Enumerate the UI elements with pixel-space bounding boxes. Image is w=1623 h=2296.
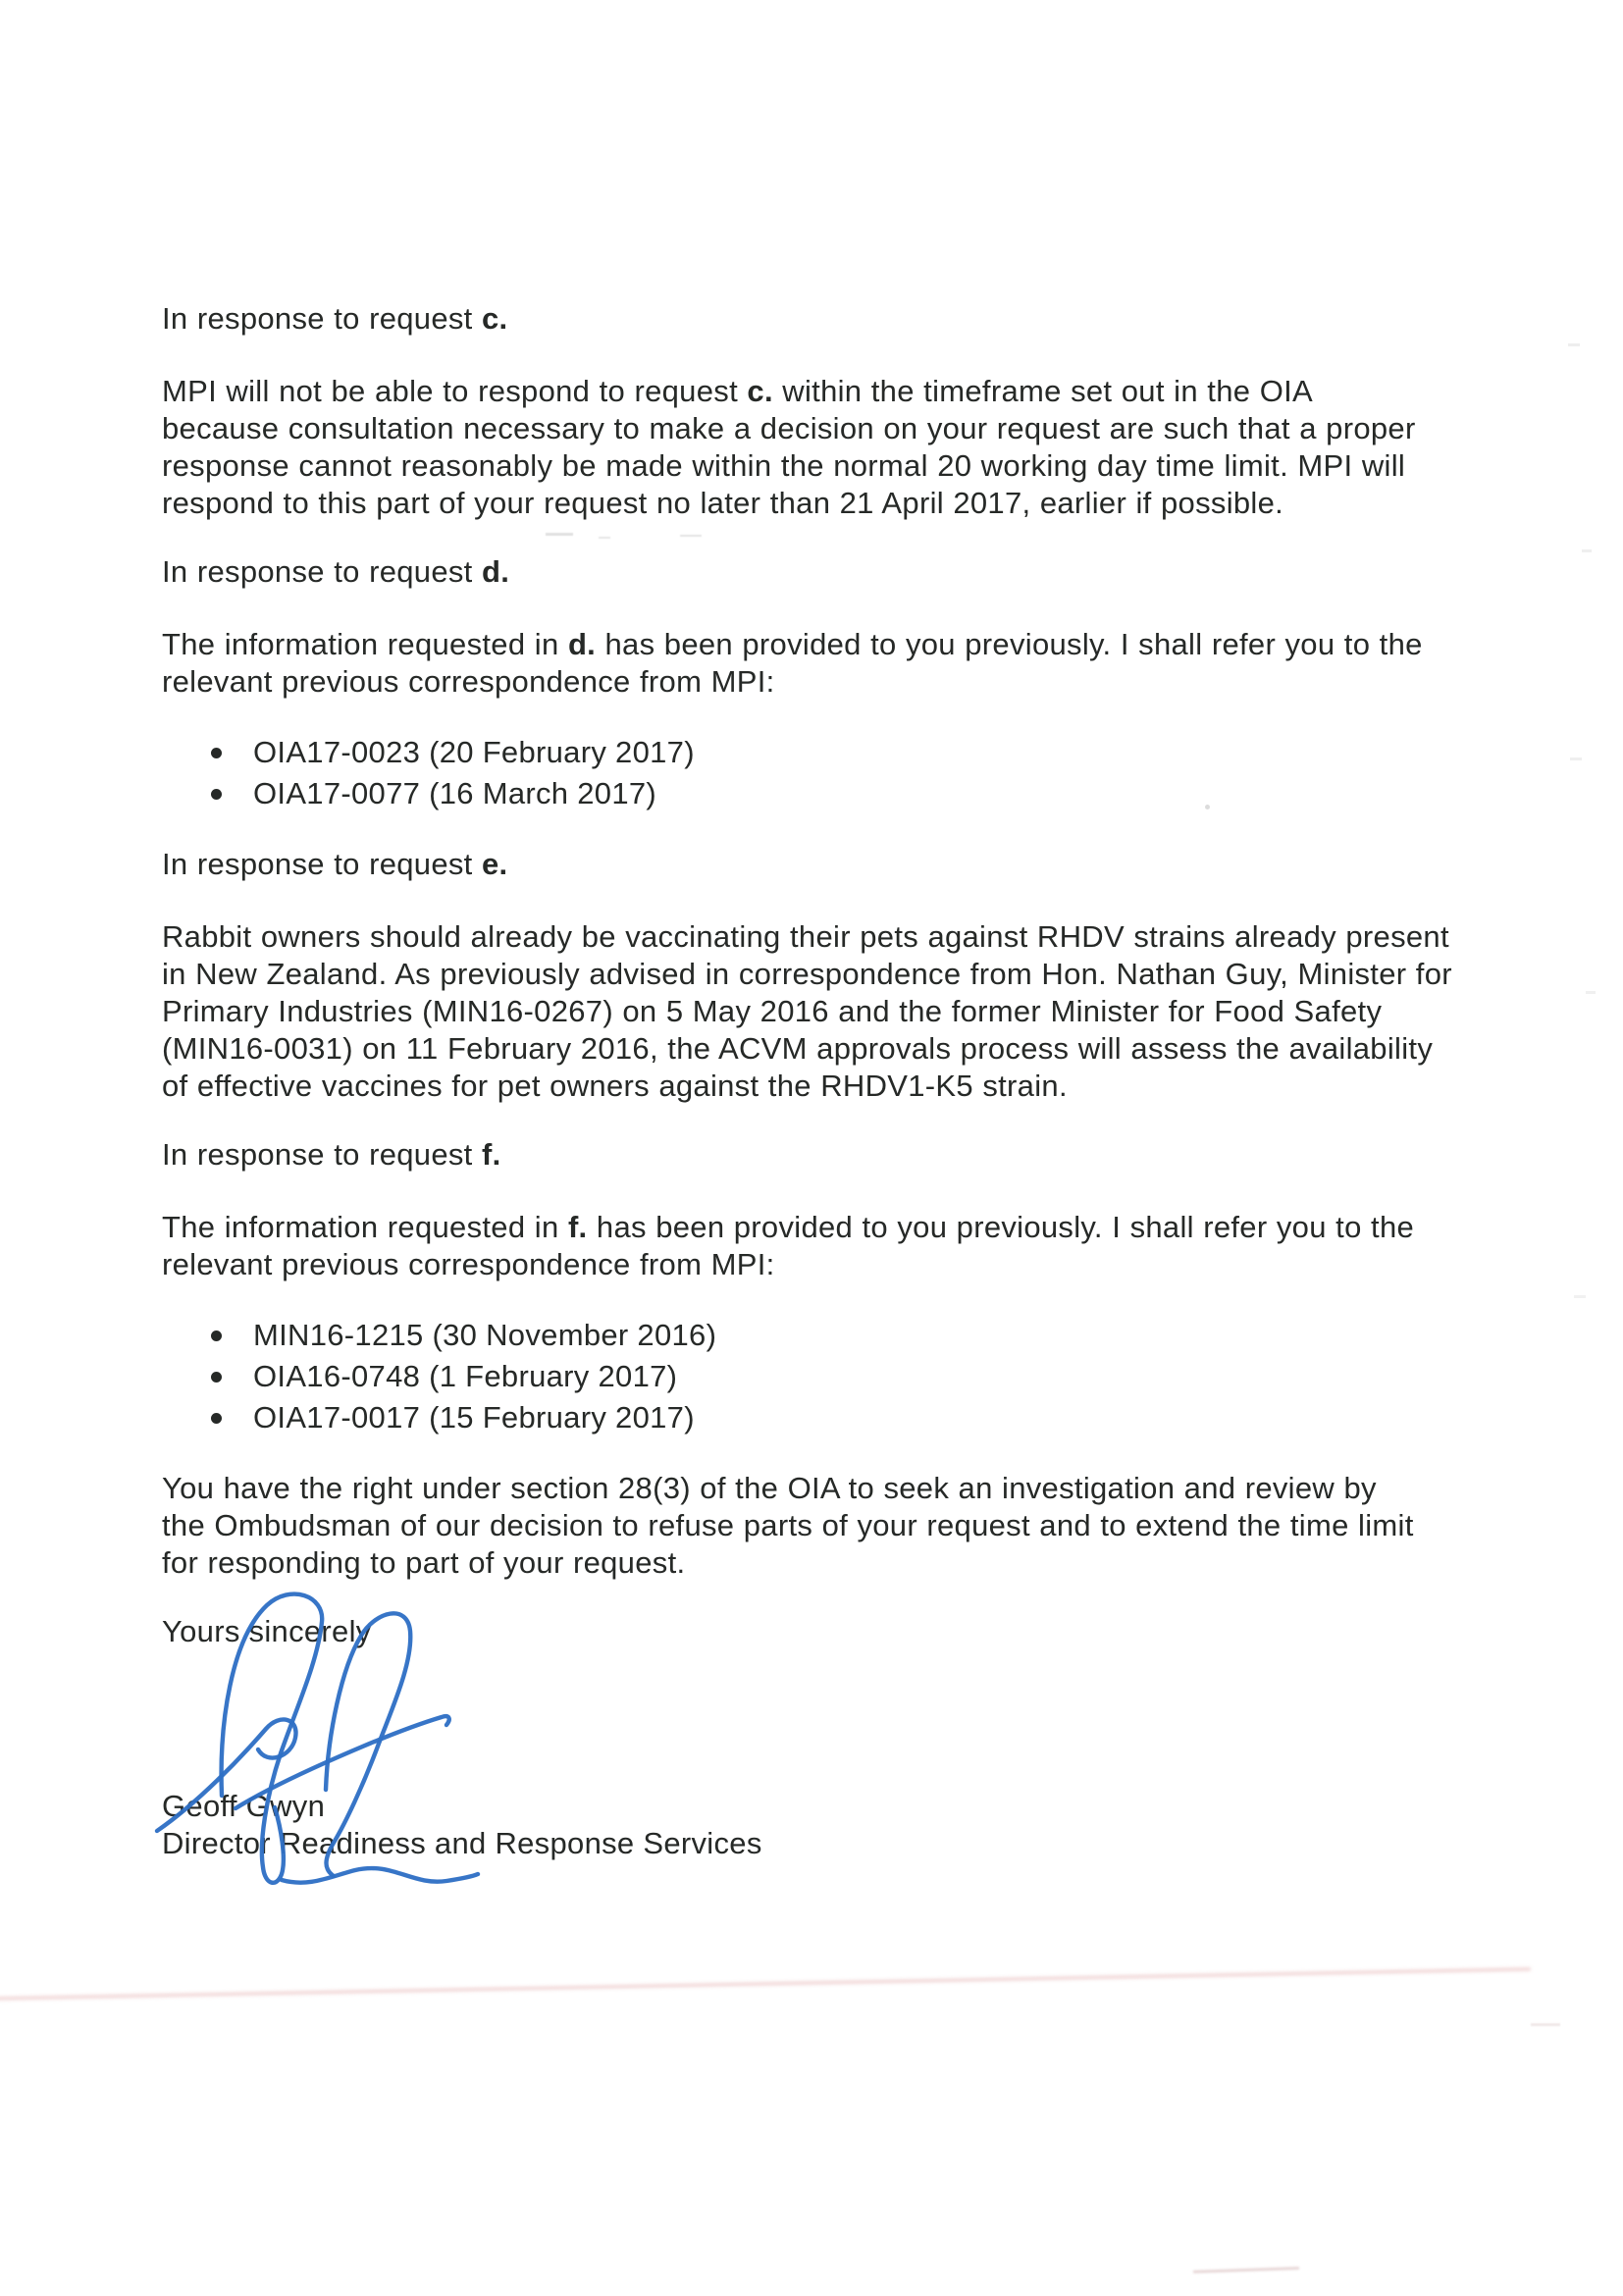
text: In response to request (162, 847, 482, 881)
paragraph (162, 1470, 1423, 1582)
text: The information requested in (162, 627, 568, 661)
scan-artifact-speck (1574, 1295, 1586, 1298)
scan-artifact-speck (1582, 549, 1592, 552)
text: Rabbit owners should already be vaccinating their pets against RHDV strains already present in New Zealand. As previously advised in correspondence from Hon. Nathan Guy, Minister for Primary Industries (MIN16-0267) on 5 May 2016 and the former Minister for Food Safety (MIN16-0031) on 11 February 2016, the ACVM approvals process will assess the availability of effective vaccines for pet owners against the RHDV1-K5 strain. (162, 919, 1452, 1103)
paragraph (162, 373, 1423, 522)
bold-text: c. (747, 374, 773, 408)
letter-content (162, 300, 1467, 1862)
scan-artifact-streak (0, 1967, 1531, 2001)
reference-item: OIA17-0023 (20 February 2017) (162, 732, 1467, 773)
scan-artifact-speck (1586, 991, 1596, 994)
reference-item: OIA17-0017 (15 February 2017) (162, 1397, 1467, 1438)
scan-artifact-speck (1570, 757, 1582, 760)
bold-text: f. (567, 1210, 588, 1244)
text: In response to request (162, 301, 482, 336)
valediction: Yours sincerely (162, 1614, 372, 1648)
section-heading (162, 846, 1423, 883)
reference-item: OIA17-0077 (16 March 2017) (162, 773, 1467, 814)
section-heading (162, 1136, 1423, 1174)
bold-text: f. (481, 1137, 501, 1172)
scan-artifact-speck (1568, 343, 1580, 346)
text: The information requested in (162, 1210, 568, 1244)
scan-artifact-streak (1193, 2267, 1299, 2273)
text: MPI will not be able to respond to request (162, 374, 748, 408)
reference-item: MIN16-1215 (30 November 2016) (162, 1315, 1467, 1356)
bold-text: d. (481, 554, 510, 589)
signatory-name: Geoff Gwyn (162, 1789, 326, 1823)
bold-text: c. (481, 301, 508, 336)
text: has been provided to you previously. I shall refer you to the relevant previous correspondence from MPI: (162, 627, 1423, 699)
paragraph (162, 918, 1459, 1105)
text: In response to request (162, 1137, 482, 1172)
letter-body (162, 300, 1467, 1582)
section-heading (162, 300, 1423, 338)
reference-item: OIA16-0748 (1 February 2017) (162, 1356, 1467, 1397)
reference-list (162, 732, 1467, 814)
scan-artifact-speck (1531, 2023, 1560, 2026)
section-heading (162, 553, 1423, 591)
text: within the timeframe set out in the OIA because consultation necessary to make a decision on your request are such that a proper response cannot reasonably be made within the normal 20 working day time limit. MPI will respond to this part of your request no later than 21 April 2017, earlier if possible. (162, 374, 1416, 520)
paragraph (162, 626, 1423, 701)
bold-text: e. (481, 847, 508, 881)
reference-list (162, 1315, 1467, 1438)
text: You have the right under section 28(3) of the OIA to seek an investigation and review by the Ombudsman of our decision to refuse parts of your request and to extend the time limit for responding to part of your request. (162, 1471, 1414, 1580)
paragraph (162, 1209, 1423, 1283)
text: has been provided to you previously. I shall refer you to the relevant previous correspondence from MPI: (162, 1210, 1415, 1281)
text: In response to request (162, 554, 482, 589)
bold-text: d. (567, 627, 597, 661)
signatory-title: Director Readiness and Response Services (162, 1826, 762, 1860)
